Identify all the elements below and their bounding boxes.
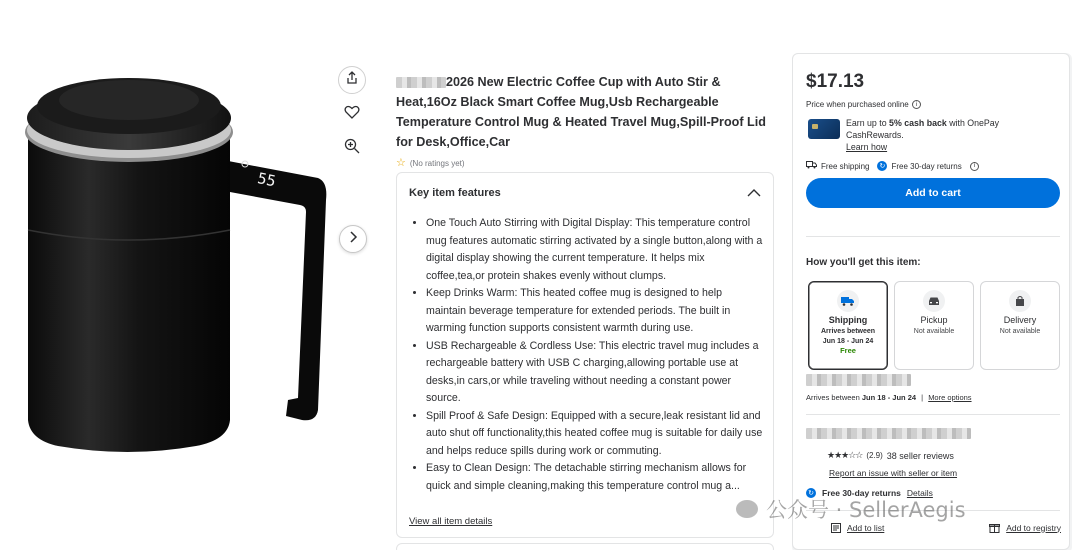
option-detail: Arrives between	[820, 328, 876, 335]
option-name: Pickup	[920, 315, 948, 325]
option-name: Shipping	[828, 315, 868, 325]
feature-item: • One Touch Auto Stirring with Digital Display: This temperature control mug features automatic stirring activated by a single button,along with a digital display showing the current temperature. It helps mix coffee,tea,or protein shakes evenly without clumps.	[426, 215, 763, 285]
delivery-bag-icon	[1009, 290, 1031, 312]
fulfillment-heading: How you'll get this item:	[806, 257, 921, 268]
option-shipping[interactable]	[808, 281, 888, 370]
view-all-details-link[interactable]: View all item details	[409, 516, 493, 527]
fulfillment-options	[808, 281, 1060, 370]
info-icon[interactable]: i	[970, 162, 979, 171]
key-features-title: Key item features	[409, 187, 501, 199]
watermark: 公众号 · SellerAegis	[736, 494, 966, 524]
free-shipping-text: Free shipping	[821, 161, 870, 171]
key-features-panel	[396, 172, 774, 538]
price: $17.13	[806, 71, 865, 92]
buy-box	[792, 53, 1072, 550]
free-returns-text: Free 30-day returns	[891, 161, 962, 171]
feature-item: • Keep Drinks Warm: This heated coffee mug is designed to help maintain beverage temperature for extended periods. The built in warming function supports consistent warmth during use.	[426, 285, 763, 338]
more-options-link[interactable]: More options	[928, 393, 972, 402]
star-outline-icon: ☆	[396, 157, 406, 169]
feature-item: • USB Rechargeable & Cordless Use: This electric travel mug includes a rechargeable battery with USB C charging,allowing portable use at desks,in cars,or while traveling without needing a constant power source.	[426, 338, 763, 408]
product-title: 2026 New Electric Coffee Cup with Auto Stir & Heat,16Oz Black Smart Coffee Mug,Usb Rechargeable Temperature Control Mug & Heated Travel Mug,Spill-Proof Lid for Desk,Office,Car	[396, 75, 766, 149]
cashback-text: Earn up to 5% cash back with OnePay CashRewards. Learn how	[846, 118, 1000, 152]
feature-item: • Easy to Clean Design: The detachable stirring mechanism allows for quick and simple cleaning,making this temperature control mug a...	[426, 460, 763, 495]
divider	[806, 414, 1060, 415]
price-note	[806, 100, 921, 109]
info-icon[interactable]: i	[912, 100, 921, 109]
product-image[interactable]	[18, 60, 338, 460]
shipping-returns-line	[806, 161, 979, 171]
seller-rating-value: (2.9)	[866, 451, 883, 460]
zoom-button[interactable]	[338, 134, 366, 162]
shipping-truck-icon	[837, 290, 859, 312]
add-to-registry-button[interactable]: Add to registry	[989, 522, 1061, 533]
option-name: Delivery	[1003, 315, 1037, 325]
returns-details-link[interactable]: Details	[906, 488, 933, 498]
blurred-brand	[396, 77, 446, 88]
option-detail: Not available	[913, 328, 955, 335]
free-returns-icon: ↻	[877, 161, 887, 171]
rating-line	[396, 158, 776, 169]
share-icon	[345, 71, 359, 90]
option-detail: Not available	[999, 328, 1041, 335]
pickup-car-icon	[923, 290, 945, 312]
heart-icon	[344, 105, 360, 124]
divider	[806, 236, 1060, 237]
list-icon	[831, 523, 841, 533]
report-issue-link[interactable]: Report an issue with seller or item	[829, 468, 958, 478]
learn-how-link[interactable]: Learn how	[846, 142, 888, 152]
next-section-panel	[396, 543, 774, 550]
key-features-header[interactable]	[397, 173, 773, 213]
seller-rating	[827, 450, 954, 461]
free-returns-icon: ↻	[806, 488, 816, 498]
credit-card-icon	[808, 119, 840, 139]
blurred-seller-name	[806, 428, 971, 439]
option-free: Free	[840, 346, 856, 355]
next-image-button[interactable]	[339, 225, 367, 253]
gift-icon	[989, 522, 1000, 533]
truck-icon	[806, 161, 817, 171]
option-dates: Jun 18 - Jun 24	[822, 337, 874, 345]
returns-text: Free 30-day returns	[822, 488, 901, 498]
zoom-in-icon	[344, 138, 360, 159]
wechat-icon	[736, 500, 758, 518]
add-to-list-button[interactable]: Add to list	[831, 522, 884, 533]
chevron-right-icon	[348, 230, 358, 248]
chevron-up-icon[interactable]	[747, 184, 761, 202]
price-note-text: Price when purchased online	[806, 100, 909, 109]
option-delivery[interactable]	[980, 281, 1060, 370]
share-button[interactable]	[338, 66, 366, 94]
arrival-estimate: Arrives between Jun 18 - Jun 24 | More options	[806, 393, 972, 402]
feature-list	[426, 215, 773, 495]
svg-text:55: 55	[255, 169, 278, 191]
seller-reviews-link[interactable]: 38 seller reviews	[886, 450, 954, 461]
rating-text: (No ratings yet)	[409, 159, 465, 168]
favorite-button[interactable]	[338, 100, 366, 128]
feature-item: • Spill Proof & Safe Design: Equipped with a secure,leak resistant lid and auto shut off functionality,this heated coffee mug is suitable for daily use and helps reduce spills during work or commuting.	[426, 408, 763, 461]
cashback-promo	[808, 117, 1026, 153]
star-rating-icon: ★★★☆☆	[827, 450, 863, 460]
option-pickup[interactable]	[894, 281, 974, 370]
blurred-location	[806, 374, 911, 386]
add-to-cart-button[interactable]: Add to cart	[806, 178, 1060, 208]
